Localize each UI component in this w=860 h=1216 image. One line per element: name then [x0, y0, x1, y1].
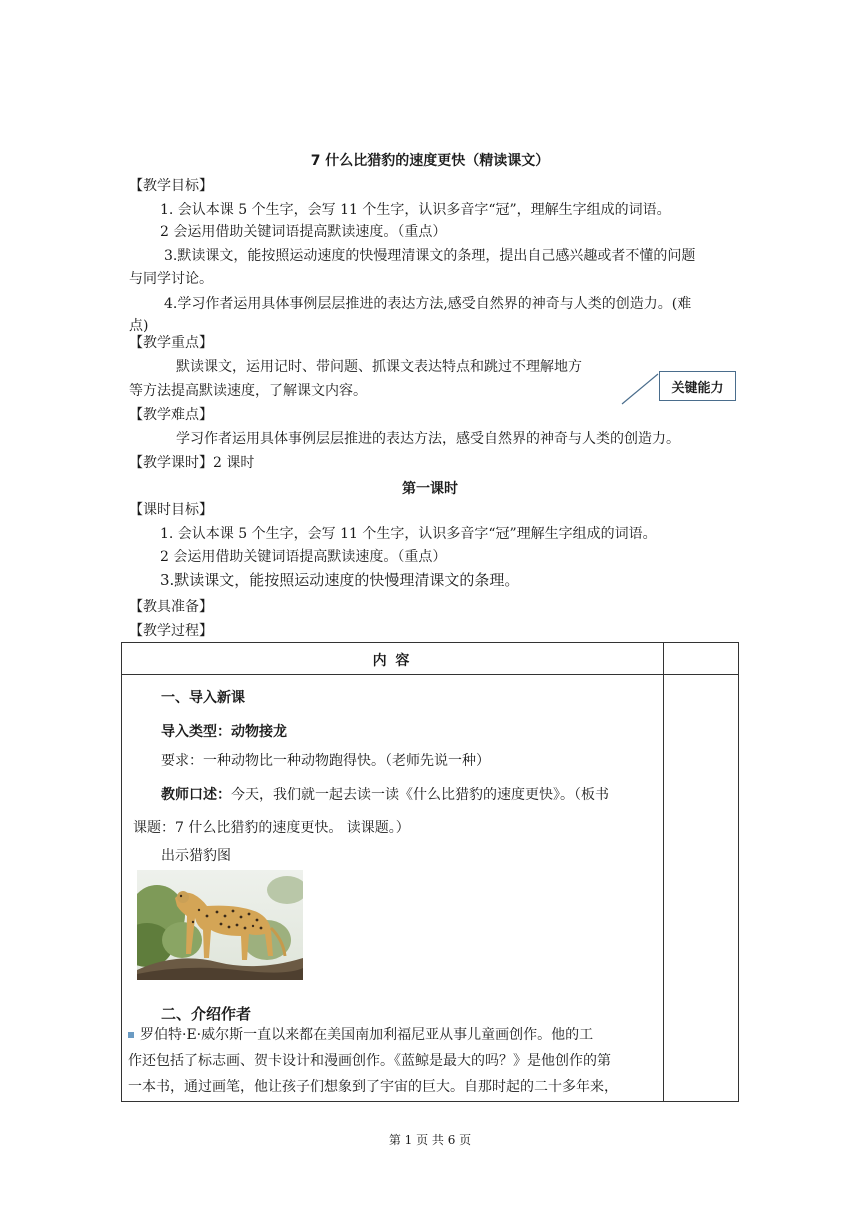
session-item-2: 2 会运用借助关键词语提高默读速度。（重点） — [160, 549, 447, 565]
difficulties-line1: 学习作者运用具体事例层层推进的表达方法，感受自然界的神奇与人类的创造力。 — [176, 431, 680, 447]
objective-item-4-line1: 4.学习作者运用具体事例层层推进的表达方法,感受自然界的神奇与人类的创造力。(难 — [164, 296, 692, 312]
tools-heading: 【教具准备】 — [129, 599, 213, 615]
author-line3: 一本书，通过画笔，他让孩子们想象到了宇宙的巨大。自那时起的二十多年来， — [128, 1079, 618, 1095]
author-text-1: 罗伯特·E·威尔斯一直以来都在美国南加利福尼亚从事儿童画创作。他的工 — [140, 1027, 594, 1043]
objective-item-2: 2 会运用借助关键词语提高默读速度。（重点） — [160, 224, 447, 240]
difficulties-heading: 【教学难点】 — [129, 407, 213, 423]
key-points-line2: 等方法提高默读速度，了解课文内容。 — [129, 383, 367, 399]
session-objectives-heading: 【课时目标】 — [129, 502, 213, 518]
callout-connector — [620, 372, 660, 406]
section-heading-author: 二、介绍作者 — [161, 1005, 252, 1023]
class-hours: 【教学课时】2 课时 — [129, 455, 255, 471]
document-title: 7 什么比猎豹的速度更快（精读课文） — [310, 153, 550, 169]
requirement-text: 要求：一种动物比一种动物跑得快。（老师先说一种） — [161, 753, 490, 769]
teacher-label: 教师口述： — [161, 787, 231, 803]
objective-item-3-line2: 与同学讨论。 — [129, 271, 213, 287]
objective-item-1: 1. 会认本课 5 个生字，会写 11 个生字，认识多音字“冠”，理解生字组成的词语。 — [160, 202, 671, 218]
objective-item-3-line1: 3.默读课文，能按照运动速度的快慢理清课文的条理，提出自己感兴趣或者不懂的问题 — [164, 248, 696, 264]
teacher-line1 — [161, 785, 609, 805]
process-heading: 【教学过程】 — [129, 623, 213, 639]
objectives-heading: 【教学目标】 — [129, 178, 213, 194]
table-header-divider — [121, 674, 739, 675]
objective-item-4-line2: 点) — [129, 318, 149, 334]
session-item-3: 3.默读课文，能按照运动速度的快慢理清课文的条理。 — [160, 571, 520, 589]
intro-type-row — [161, 722, 287, 742]
teacher-text-1: 今天，我们就一起去读一读《什么比猎豹的速度更快》。（板书 — [231, 787, 609, 803]
teacher-line2: 课题：7 什么比猎豹的速度更快。 读课题。） — [133, 820, 410, 836]
session-item-1: 1. 会认本课 5 个生字，会写 11 个生字，认识多音字“冠”理解生字组成的词语。 — [160, 526, 657, 542]
show-image-text: 出示猎豹图 — [161, 848, 231, 864]
list-marker-icon — [128, 1032, 134, 1038]
cheetah-image — [137, 870, 303, 980]
intro-type-label: 导入类型： — [161, 724, 231, 740]
table-header-content: 内 容 — [372, 653, 412, 669]
author-line1 — [128, 1025, 593, 1045]
session-title: 第一课时 — [402, 481, 458, 497]
table-column-divider — [663, 642, 664, 1102]
intro-type-value: 动物接龙 — [231, 724, 287, 740]
callout-key-ability: 关键能力 — [659, 371, 736, 401]
key-points-line1: 默读课文，运用记时、带问题、抓课文表达特点和跳过不理解地方 — [176, 359, 582, 375]
key-points-heading: 【教学重点】 — [129, 335, 213, 351]
author-line2: 作还包括了标志画、贺卡设计和漫画创作。《蓝鲸是最大的吗？》是他创作的第 — [128, 1053, 611, 1069]
section-heading-intro: 一、导入新课 — [161, 690, 245, 706]
page-footer: 第 1 页 共 6 页 — [388, 1133, 472, 1147]
